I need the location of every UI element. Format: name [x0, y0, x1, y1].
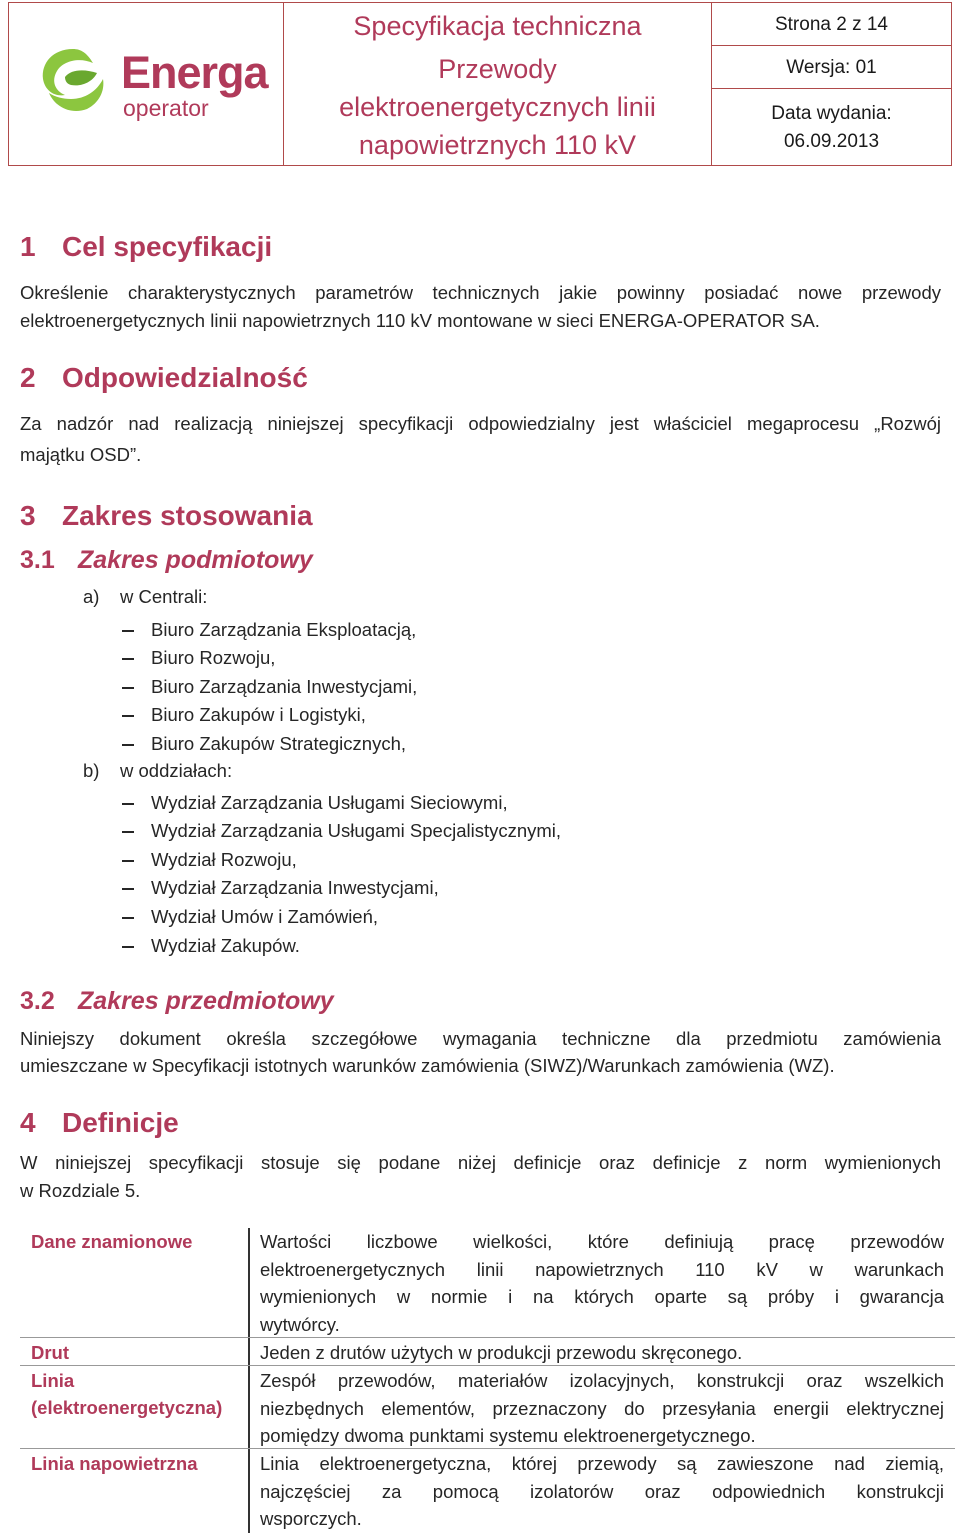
- title-cell: [284, 3, 712, 165]
- definition-text: Jeden z drutów użytych w produkcji przewodu skręconego.: [260, 1342, 743, 1363]
- definition-term: Dane znamionowe: [31, 1231, 193, 1252]
- table-divider: [248, 1228, 250, 1533]
- subsection-3-1-heading: [20, 546, 313, 575]
- s4-line-2: w Rozdziale 5.: [20, 1180, 141, 1201]
- subsection-number: 3.1: [20, 546, 55, 574]
- list-item: Wydział Zarządzania Usługami Sieciowymi,: [122, 792, 508, 814]
- definition-term: Linia (elektroenergetyczna): [31, 1370, 223, 1418]
- list-item: Wydział Zakupów.: [122, 935, 300, 957]
- section-4-heading: [20, 1107, 179, 1139]
- title-line-4: napowietrznych 110 kV: [358, 130, 637, 160]
- logo-subtitle: operator: [123, 95, 209, 121]
- dash-bullet-icon: [122, 888, 134, 890]
- version: Wersja: 01: [712, 46, 951, 89]
- list-a-header: [83, 586, 207, 608]
- definition-text: Wartości liczbowe wielkości, które definiują pracę przewodów elektroenergetycznych linii napowietrznych 110 kV w warunkach wymienionych w normie i na których oparte są próby i gwarancja wytwórcy.: [260, 1231, 944, 1335]
- definition-text: Linia elektroenergetyczna, której przewody są zawieszone nad ziemią, najczęściej za pomocą izolatorów oraz odpowiednich konstrukcji wsporczych.: [260, 1453, 944, 1529]
- title-line-3: elektroenergetycznych linii: [339, 92, 656, 122]
- section-number: 1: [20, 231, 36, 262]
- definition-term: Linia napowietrzna: [31, 1453, 198, 1474]
- dash-bullet-icon: [122, 917, 134, 919]
- list-label: w oddziałach:: [120, 760, 233, 781]
- list-item: Biuro Zarządzania Inwestycjami,: [122, 676, 417, 698]
- dash-bullet-icon: [122, 658, 134, 660]
- dash-bullet-icon: [122, 687, 134, 689]
- list-item: Wydział Zarządzania Inwestycjami,: [122, 877, 439, 899]
- list-b-header: [83, 760, 232, 782]
- s2-line-1: Za nadzór nad realizacją niniejszej specyfikacji odpowiedzialny jest właściciel megaprocesu „Rozwój: [20, 413, 941, 434]
- logo-cell: [9, 3, 284, 165]
- dash-bullet-icon: [122, 831, 134, 833]
- definition-term: Drut: [31, 1342, 70, 1363]
- section-number: 2: [20, 362, 36, 393]
- s32-line-1: Niniejszy dokument określa szczegółowe wymagania techniczne dla przedmiotu zamówienia: [20, 1028, 941, 1049]
- energa-logo-icon: [35, 43, 111, 119]
- list-marker: a): [83, 586, 100, 607]
- s2-line-2: majątku OSD”.: [20, 444, 142, 465]
- document-header: [8, 2, 952, 166]
- section-title: Zakres stosowania: [62, 500, 313, 531]
- dash-bullet-icon: [122, 630, 134, 632]
- title-line-2: Przewody: [438, 54, 557, 84]
- section-number: 4: [20, 1107, 36, 1138]
- dash-bullet-icon: [122, 860, 134, 862]
- list-item: Wydział Umów i Zamówień,: [122, 906, 378, 928]
- section-title: Definicje: [62, 1107, 179, 1138]
- meta-cell: [712, 3, 951, 165]
- section-title: Cel specyfikacji: [62, 231, 273, 262]
- s1-line-2: elektroenergetycznych linii napowietrznych 110 kV montowane w sieci ENERGA-OPERATOR SA.: [20, 310, 820, 331]
- issue-date-value: 06.09.2013: [783, 131, 880, 152]
- list-label: w Centrali:: [120, 586, 208, 607]
- subsection-title: Zakres przedmiotowy: [78, 987, 334, 1015]
- dash-bullet-icon: [122, 803, 134, 805]
- list-item: Biuro Zakupów Strategicznych,: [122, 733, 406, 755]
- list-item: Wydział Rozwoju,: [122, 849, 297, 871]
- list-item: Biuro Zarządzania Eksploatacją,: [122, 619, 416, 641]
- section-number: 3: [20, 500, 36, 531]
- s32-line-2: umieszczane w Specyfikacji istotnych warunków zamówienia (SIWZ)/Warunkach zamówienia (WZ).: [20, 1055, 835, 1076]
- dash-bullet-icon: [122, 744, 134, 746]
- s1-line-1: Określenie charakterystycznych parametrów technicznych jakie powinny posiadać nowe przewody: [20, 282, 941, 303]
- subsection-title: Zakres podmiotowy: [78, 546, 313, 574]
- definition-text: Zespół przewodów, materiałów izolacyjnych, konstrukcji oraz wszelkich niezbędnych elementów, przeznaczony do przesyłania energii elektrycznej pomiędzy dwoma punktami systemu elektroenergetycznego.: [260, 1370, 944, 1446]
- issue-date-label: Data wydania:: [771, 103, 892, 124]
- page-number: Strona 2 z 14: [712, 3, 951, 46]
- subsection-3-2-heading: [20, 987, 334, 1016]
- list-item: Wydział Zarządzania Usługami Specjalistycznymi,: [122, 820, 561, 842]
- list-marker: b): [83, 760, 100, 781]
- title-line-1: Specyfikacja techniczna: [353, 11, 642, 41]
- dash-bullet-icon: [122, 715, 134, 717]
- section-3-heading: [20, 500, 313, 532]
- section-title: Odpowiedzialność: [62, 362, 308, 393]
- dash-bullet-icon: [122, 946, 134, 948]
- s4-line-1: W niniejszej specyfikacji stosuje się podane niżej definicje oraz definicje z norm wymienionych: [20, 1152, 941, 1173]
- section-1-heading: [20, 231, 272, 263]
- issue-date-block: [712, 89, 951, 165]
- list-item: Biuro Zakupów i Logistyki,: [122, 704, 366, 726]
- list-item: Biuro Rozwoju,: [122, 647, 275, 669]
- subsection-number: 3.2: [20, 987, 55, 1015]
- logo-wordmark: Energa: [121, 47, 268, 98]
- section-2-heading: [20, 362, 308, 394]
